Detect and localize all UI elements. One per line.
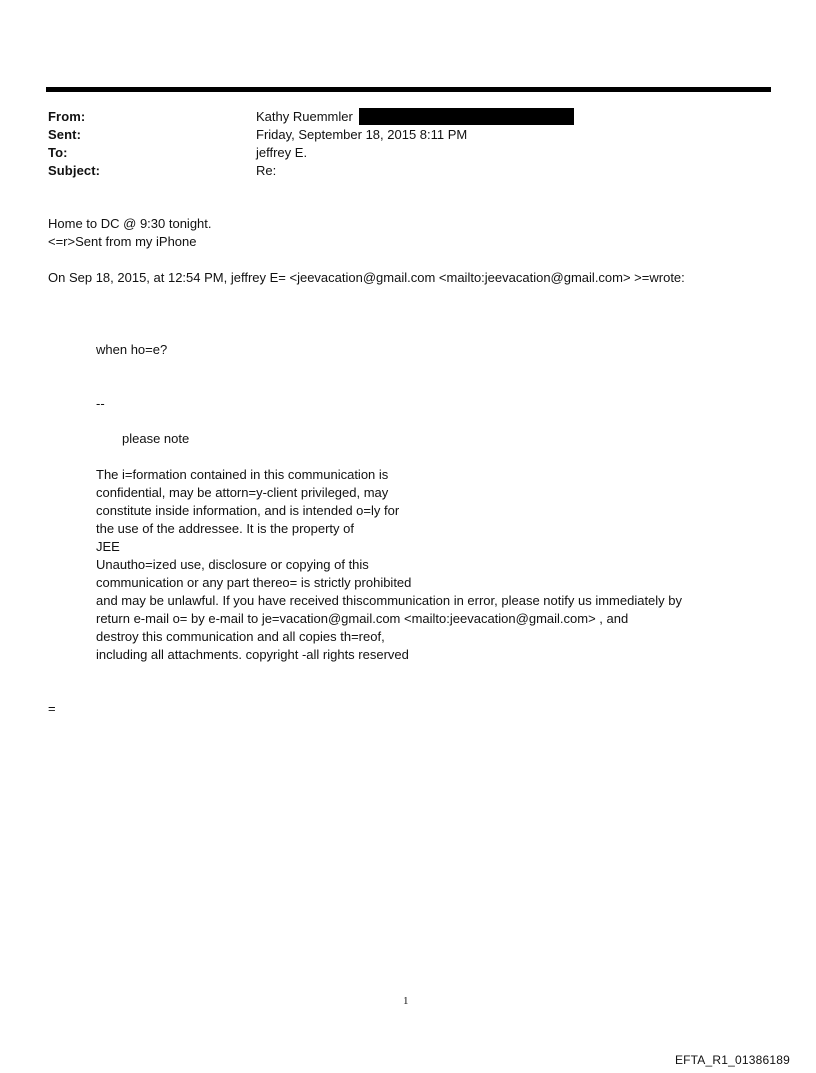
from-value [256, 108, 574, 126]
signature-separator: -- [96, 396, 105, 411]
disclaimer-line: communication or any part thereo= is strictly prohibited [96, 575, 412, 590]
disclaimer-line: constitute inside information, and is intended o=ly for [96, 503, 400, 518]
from-name: Kathy Ruemmler [256, 109, 353, 124]
trailing-equals: = [48, 701, 56, 716]
disclaimer-line: including all attachments. copyright -all rights reserved [96, 647, 409, 662]
disclaimer-line: return e-mail o= by e-mail to je=vacation@gmail.com <mailto:jeevacation@gmail.com> , and [96, 611, 629, 626]
subject-value: Re: [256, 163, 277, 178]
disclaimer-line: destroy this communication and all copies th=reof, [96, 629, 385, 644]
to-value: jeffrey E. [256, 145, 308, 160]
disclaimer-line: and may be unlawful. If you have received thiscommunication in error, please notify us immediately by [96, 593, 683, 608]
disclaimer-line: Unautho=ized use, disclosure or copying of this [96, 557, 369, 572]
reply-line-2: <=r>Sent from my iPhone [48, 234, 197, 249]
subject-label: Subject: [48, 163, 101, 178]
to-label: To: [48, 145, 68, 160]
reply-attribution: On Sep 18, 2015, at 12:54 PM, jeffrey E= <jeevacation@gmail.com <mailto:jeevacation@gmail.com> >=wrote: [48, 270, 685, 285]
disclaimer-line: confidential, may be attorn=y-client privileged, may [96, 485, 389, 500]
disclaimer-heading: please note [122, 431, 190, 446]
disclaimer-line: the use of the addressee. It is the property of [96, 521, 354, 536]
from-label: From: [48, 109, 86, 124]
disclaimer-line: The i=formation contained in this communication is [96, 467, 389, 482]
page-number: 1 [403, 995, 409, 1007]
sent-value: Friday, September 18, 2015 8:11 PM [256, 127, 468, 142]
reply-line-1: Home to DC @ 9:30 tonight. [48, 216, 212, 231]
redaction-bar [359, 108, 574, 125]
disclaimer-line: JEE [96, 539, 120, 554]
header-divider [46, 87, 771, 92]
quoted-question: when ho=e? [96, 342, 168, 357]
bates-number: EFTA_R1_01386189 [674, 1053, 790, 1067]
sent-label: Sent: [48, 127, 81, 142]
